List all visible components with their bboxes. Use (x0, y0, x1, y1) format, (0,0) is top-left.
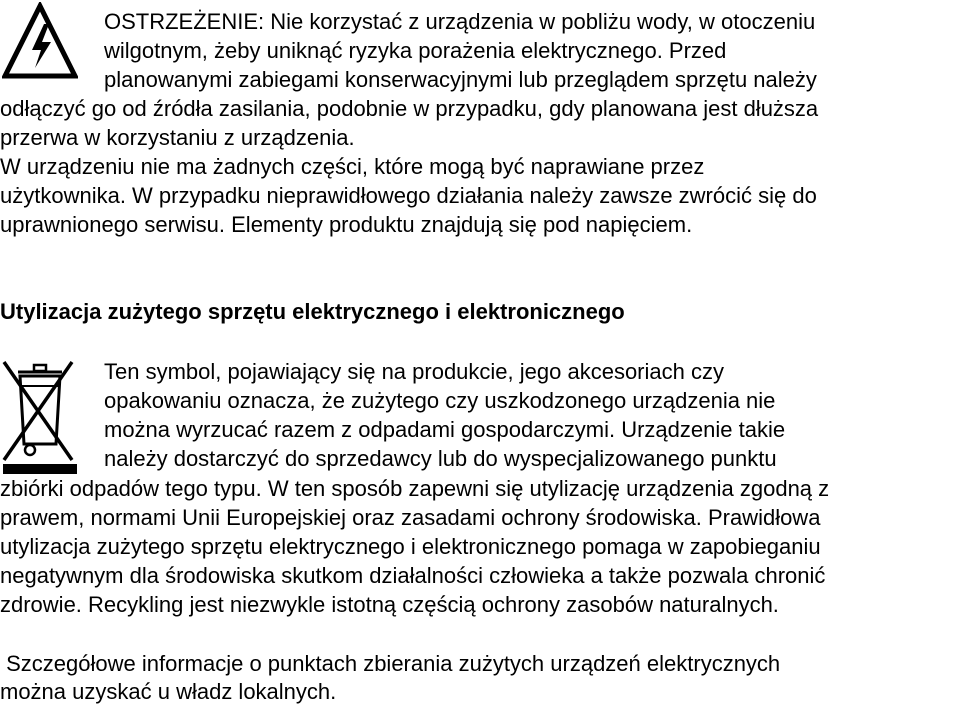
warning-line: uprawnionego serwisu. Elementy produktu znajdują się pod napięciem. (0, 212, 693, 237)
warning-line: OSTRZEŻENIE: Nie korzystać z urządzenia w pobliżu wody, w otoczeniu (104, 9, 816, 34)
crossed-out-wheelie-bin-icon (0, 356, 78, 474)
disposal-line: Ten symbol, pojawiający się na produkcie, jego akcesoriach czy (104, 359, 724, 384)
info-line: można uzyskać u władz lokalnych. (0, 679, 337, 704)
disposal-line: zbiórki odpadów tego typu. W ten sposób zapewni się utylizację urządzenia zgodną z (0, 476, 830, 501)
disposal-line: utylizacja zużytego sprzętu elektrycznego i elektronicznego pomaga w zapobieganiu (0, 534, 821, 559)
disposal-heading: Utylizacja zużytego sprzętu elektrycznego i elektronicznego (0, 299, 625, 324)
warning-line: W urządzeniu nie ma żadnych części, które mogą być naprawiane przez (0, 154, 705, 179)
disposal-line: opakowaniu oznacza, że zużytego czy uszkodzonego urządzenia nie (104, 388, 776, 413)
disposal-line: można wyrzucać razem z odpadami gospodarczymi. Urządzenie takie (104, 417, 786, 442)
warning-line: odłączyć go od źródła zasilania, podobnie w przypadku, gdy planowana jest dłuższa (0, 96, 819, 121)
warning-line: użytkownika. W przypadku nieprawidłowego działania należy zawsze zwrócić się do (0, 183, 817, 208)
disposal-line: negatywnym dla środowiska skutkom działalności człowieka a także pozwala chronić (0, 563, 826, 588)
warning-line: planowanymi zabiegami konserwacyjnymi lub przeglądem sprzętu należy (104, 67, 817, 92)
disposal-line: prawem, normami Unii Europejskiej oraz zasadami ochrony środowiska. Prawidłowa (0, 505, 821, 530)
high-voltage-warning-icon (2, 2, 78, 80)
info-line: Szczegółowe informacje o punktach zbierania zużytych urządzeń elektrycznych (0, 651, 781, 676)
disposal-line: należy dostarczyć do sprzedawcy lub do wyspecjalizowanego punktu (104, 446, 777, 471)
warning-line: wilgotnym, żeby uniknąć ryzyka porażenia elektrycznego. Przed (104, 38, 727, 63)
warning-line: przerwa w korzystaniu z urządzenia. (0, 125, 355, 150)
disposal-line: zdrowie. Recykling jest niezwykle istotną częścią ochrony zasobów naturalnych. (0, 592, 779, 617)
